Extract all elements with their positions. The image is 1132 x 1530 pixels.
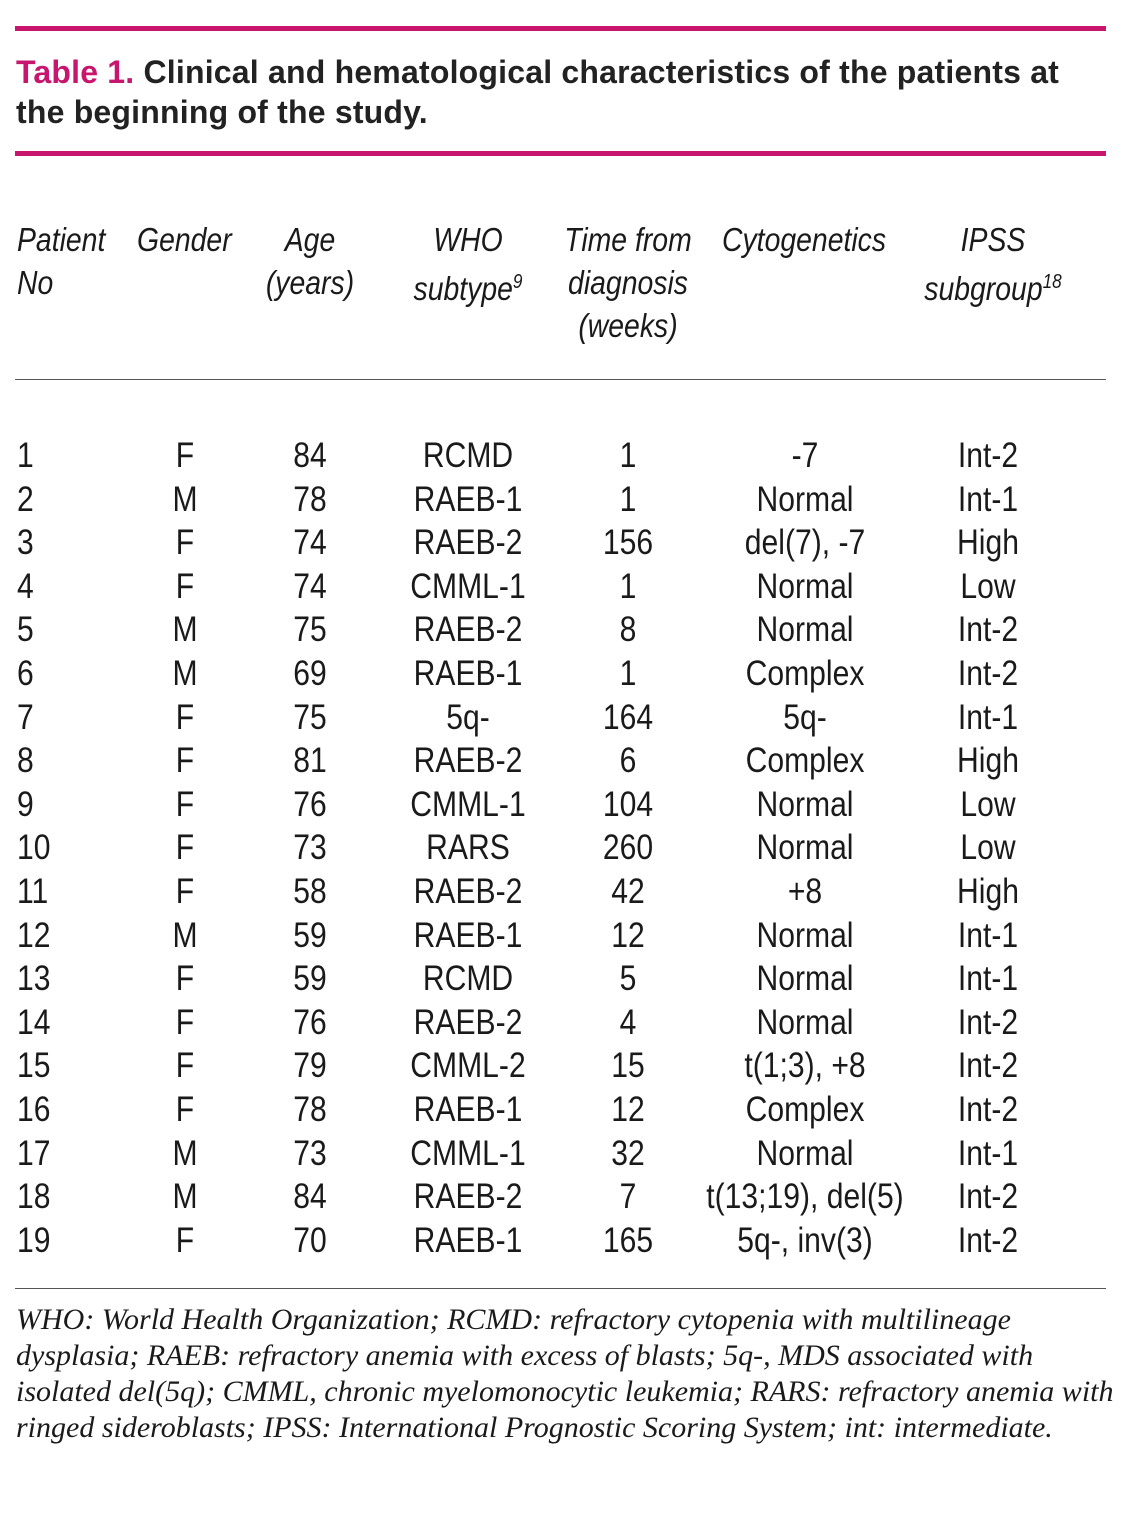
- cell-cytogenetics: Normal: [756, 479, 854, 519]
- cell-ipss-subgroup: Int-2: [957, 1177, 1019, 1217]
- cell-gender: F: [175, 436, 195, 475]
- header-who-ref: 9: [512, 271, 523, 293]
- cell-ipss-subgroup: Int-2: [957, 1002, 1019, 1042]
- cell-time-from-diagnosis: 1: [619, 479, 637, 519]
- cell-time-from-diagnosis: 1: [619, 436, 637, 475]
- header-ipss-text: IPSS subgroup: [924, 221, 1043, 307]
- table-row: [0, 739, 1132, 783]
- cell-gender: F: [175, 741, 195, 781]
- cell-age: 59: [293, 959, 327, 999]
- header-gender: Gender: [137, 221, 232, 258]
- header-time-from-diagnosis: Time from diagnosis (weeks): [564, 221, 692, 344]
- table-caption: [16, 52, 1116, 132]
- cell-age: 75: [293, 697, 327, 737]
- cell-ipss-subgroup: Int-1: [957, 697, 1019, 737]
- cell-patient-no: 1: [17, 436, 34, 475]
- cell-who-subtype: CMML-1: [410, 784, 526, 824]
- cell-gender: F: [175, 1046, 195, 1086]
- cell-gender: F: [175, 828, 195, 868]
- cell-who-subtype: RAEB-2: [413, 741, 523, 781]
- cell-cytogenetics: Complex: [745, 741, 865, 781]
- cell-patient-no: 8: [17, 741, 34, 781]
- cell-gender: M: [172, 1177, 198, 1217]
- cell-patient-no: 9: [17, 784, 34, 824]
- cell-cytogenetics: Normal: [756, 566, 854, 606]
- cell-ipss-subgroup: Int-1: [957, 959, 1019, 999]
- table-row: [0, 826, 1132, 870]
- cell-age: 73: [293, 828, 327, 868]
- cell-patient-no: 2: [17, 479, 34, 519]
- table-row: [0, 957, 1132, 1001]
- table-row: [0, 1044, 1132, 1088]
- cell-time-from-diagnosis: 8: [619, 610, 637, 650]
- cell-time-from-diagnosis: 32: [611, 1133, 645, 1173]
- cell-cytogenetics: Normal: [756, 828, 854, 868]
- cell-who-subtype: RAEB-1: [413, 653, 523, 693]
- cell-gender: M: [172, 1133, 198, 1173]
- cell-who-subtype: RARS: [426, 828, 510, 868]
- header-ipss-subgroup: [911, 218, 1074, 310]
- cell-cytogenetics: t(1;3), +8: [744, 1046, 866, 1086]
- cell-time-from-diagnosis: 7: [619, 1177, 637, 1217]
- cell-age: 75: [293, 610, 327, 650]
- cell-time-from-diagnosis: 164: [602, 697, 654, 737]
- cell-cytogenetics: Complex: [745, 1089, 865, 1129]
- cell-who-subtype: RAEB-1: [413, 1220, 523, 1260]
- cell-cytogenetics: t(13;19), del(5): [706, 1177, 904, 1217]
- table-row: [0, 783, 1132, 827]
- table-row: [0, 1088, 1132, 1132]
- cell-gender: M: [172, 915, 198, 955]
- cell-patient-no: 12: [17, 915, 51, 955]
- cell-time-from-diagnosis: 42: [611, 871, 645, 911]
- cell-ipss-subgroup: Int-2: [957, 436, 1019, 475]
- cell-patient-no: 10: [17, 828, 51, 868]
- cell-age: 58: [293, 871, 327, 911]
- cell-gender: F: [175, 1002, 195, 1042]
- cell-patient-no: 16: [17, 1089, 51, 1129]
- cell-who-subtype: RAEB-1: [413, 1089, 523, 1129]
- cell-who-subtype: RAEB-2: [413, 523, 523, 563]
- cell-time-from-diagnosis: 1: [619, 566, 637, 606]
- table-row: [0, 652, 1132, 696]
- cell-patient-no: 18: [17, 1177, 51, 1217]
- cell-age: 79: [293, 1046, 327, 1086]
- cell-ipss-subgroup: Low: [960, 566, 1016, 606]
- header-ipss-ref: 18: [1042, 271, 1062, 293]
- cell-ipss-subgroup: Low: [960, 784, 1016, 824]
- cell-cytogenetics: -7: [791, 436, 819, 475]
- cell-who-subtype: 5q-: [446, 697, 490, 737]
- cell-age: 84: [293, 436, 327, 475]
- cell-gender: F: [175, 959, 195, 999]
- cell-age: 81: [293, 741, 327, 781]
- table-caption-text: Clinical and hematological characteristics of the patients at the beginning of the study.: [16, 54, 1060, 130]
- cell-patient-no: 11: [17, 871, 49, 911]
- table-row: [0, 478, 1132, 522]
- cell-ipss-subgroup: Int-1: [957, 1133, 1019, 1173]
- cell-time-from-diagnosis: 104: [602, 784, 654, 824]
- header-who-subtype: [399, 218, 537, 310]
- cell-cytogenetics: Normal: [756, 1133, 854, 1173]
- table-row: [0, 434, 1132, 478]
- header-patient-no: Patient No: [17, 221, 106, 301]
- cell-age: 73: [293, 1133, 327, 1173]
- cell-patient-no: 14: [17, 1002, 51, 1042]
- table-caption-label: Table 1.: [16, 54, 135, 90]
- cell-ipss-subgroup: Int-2: [957, 1046, 1019, 1086]
- cell-age: 76: [293, 1002, 327, 1042]
- cell-gender: F: [175, 871, 195, 911]
- table-row: [0, 521, 1132, 565]
- cell-who-subtype: RAEB-2: [413, 871, 523, 911]
- cell-ipss-subgroup: High: [957, 741, 1019, 781]
- cell-cytogenetics: Normal: [756, 959, 854, 999]
- header-who-text: WHO subtype: [413, 221, 513, 307]
- cell-ipss-subgroup: Int-2: [957, 653, 1019, 693]
- cell-time-from-diagnosis: 12: [611, 915, 645, 955]
- cell-cytogenetics: 5q-, inv(3): [737, 1220, 873, 1260]
- cell-gender: F: [175, 784, 195, 824]
- cell-cytogenetics: del(7), -7: [744, 523, 866, 563]
- cell-age: 69: [293, 653, 327, 693]
- cell-time-from-diagnosis: 12: [611, 1089, 645, 1129]
- cell-age: 74: [293, 566, 327, 606]
- cell-age: 76: [293, 784, 327, 824]
- cell-who-subtype: RAEB-2: [413, 610, 523, 650]
- cell-who-subtype: CMML-1: [410, 566, 526, 606]
- cell-who-subtype: CMML-2: [410, 1046, 526, 1086]
- cell-age: 59: [293, 915, 327, 955]
- table-row: [0, 1219, 1132, 1263]
- cell-cytogenetics: Complex: [745, 653, 865, 693]
- cell-cytogenetics: Normal: [756, 915, 854, 955]
- cell-patient-no: 13: [17, 959, 51, 999]
- cell-gender: F: [175, 1220, 195, 1260]
- cell-time-from-diagnosis: 165: [602, 1220, 654, 1260]
- cell-ipss-subgroup: Int-1: [957, 479, 1019, 519]
- cell-age: 74: [293, 523, 327, 563]
- cell-cytogenetics: Normal: [756, 610, 854, 650]
- cell-time-from-diagnosis: 260: [602, 828, 654, 868]
- cell-patient-no: 15: [17, 1046, 51, 1086]
- table-body: [0, 434, 1132, 1262]
- cell-patient-no: 17: [17, 1133, 51, 1173]
- cell-patient-no: 5: [17, 610, 34, 650]
- cell-patient-no: 3: [17, 523, 34, 563]
- cell-who-subtype: RAEB-1: [413, 479, 523, 519]
- cell-gender: M: [172, 479, 198, 519]
- cell-patient-no: 6: [17, 653, 34, 693]
- cell-who-subtype: RCMD: [422, 959, 514, 999]
- cell-gender: M: [172, 653, 198, 693]
- footer-rule: [15, 1288, 1106, 1289]
- cell-ipss-subgroup: High: [957, 871, 1019, 911]
- cell-ipss-subgroup: Low: [960, 828, 1016, 868]
- cell-gender: F: [175, 697, 195, 737]
- table-row: [0, 1132, 1132, 1176]
- top-accent-rule: [15, 26, 1106, 31]
- header-rule: [15, 379, 1106, 380]
- cell-time-from-diagnosis: 6: [619, 741, 637, 781]
- cell-ipss-subgroup: Int-2: [957, 1089, 1019, 1129]
- cell-ipss-subgroup: Int-2: [957, 610, 1019, 650]
- cell-age: 78: [293, 1089, 327, 1129]
- cell-who-subtype: CMML-1: [410, 1133, 526, 1173]
- cell-age: 84: [293, 1177, 327, 1217]
- table-row: [0, 1001, 1132, 1045]
- cell-who-subtype: RAEB-2: [413, 1177, 523, 1217]
- caption-accent-rule: [15, 151, 1106, 156]
- table-row: [0, 696, 1132, 740]
- cell-gender: F: [175, 1089, 195, 1129]
- table-row: [0, 608, 1132, 652]
- cell-patient-no: 19: [17, 1220, 51, 1260]
- cell-time-from-diagnosis: 1: [619, 653, 637, 693]
- cell-patient-no: 7: [17, 697, 34, 737]
- cell-cytogenetics: Normal: [756, 784, 854, 824]
- cell-who-subtype: RCMD: [422, 436, 514, 475]
- cell-time-from-diagnosis: 5: [619, 959, 637, 999]
- cell-time-from-diagnosis: 15: [611, 1046, 645, 1086]
- cell-cytogenetics: +8: [787, 871, 823, 911]
- cell-cytogenetics: 5q-: [783, 697, 827, 737]
- cell-ipss-subgroup: High: [957, 523, 1019, 563]
- cell-time-from-diagnosis: 4: [619, 1002, 637, 1042]
- cell-gender: M: [172, 610, 198, 650]
- cell-cytogenetics: Normal: [756, 1002, 854, 1042]
- cell-time-from-diagnosis: 156: [602, 523, 654, 563]
- header-age: Age (years): [265, 221, 355, 301]
- table-row: [0, 870, 1132, 914]
- table-row: [0, 914, 1132, 958]
- table-row: [0, 1175, 1132, 1219]
- cell-ipss-subgroup: Int-1: [957, 915, 1019, 955]
- cell-ipss-subgroup: Int-2: [957, 1220, 1019, 1260]
- cell-age: 78: [293, 479, 327, 519]
- table-row: [0, 565, 1132, 609]
- header-cytogenetics: Cytogenetics: [722, 221, 887, 258]
- table-footnote: WHO: World Health Organization; RCMD: refractory cytopenia with multilineage dysplasia; RAEB: refractory anemia with excess of blasts; 5q-, MDS associated with isolated del(5q); CMML, chronic myelomonocytic leukemia; RARS: refractory anemia with ringed sideroblasts; IPSS: International Prognostic Scoring System; int: intermediate.: [16, 1303, 1114, 1444]
- cell-who-subtype: RAEB-1: [413, 915, 523, 955]
- cell-gender: F: [175, 523, 195, 563]
- cell-patient-no: 4: [17, 566, 34, 606]
- cell-who-subtype: RAEB-2: [413, 1002, 523, 1042]
- cell-gender: F: [175, 566, 195, 606]
- cell-age: 70: [293, 1220, 327, 1260]
